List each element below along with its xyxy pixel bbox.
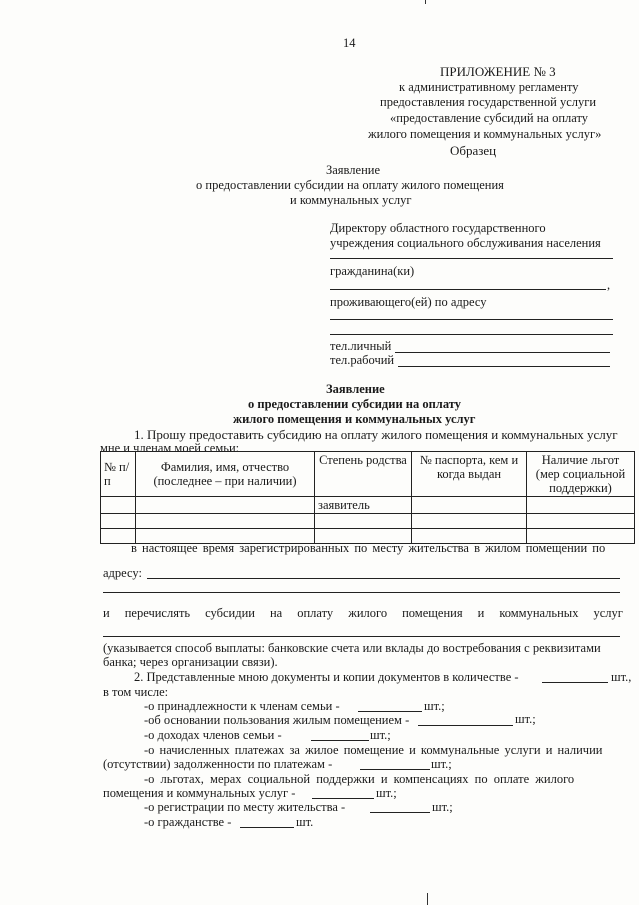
applicant-cell: заявитель <box>315 497 412 514</box>
doc-citizenship-item: -о гражданстве - <box>144 815 232 829</box>
transfer-word: коммунальных <box>499 606 579 620</box>
request-line-2: мне и членам моей семьи: <box>100 441 240 455</box>
header-passport: № паспорта, кем и когда выдан <box>412 452 527 497</box>
doc-payments-line-1: -о начисленных платежах за жилое помещение и коммунальные услуги и наличии <box>144 743 603 757</box>
appendix-line-1: к административному регламенту <box>399 80 579 94</box>
heading2-line-3: жилого помещения и коммунальных услуг <box>233 412 476 426</box>
heading1-line-3: и коммунальных услуг <box>290 193 412 207</box>
appendix-title: ПРИЛОЖЕНИЕ № 3 <box>440 64 556 79</box>
doc-housing-count-line <box>418 725 513 726</box>
doc-registration-item: -о регистрации по месту жительства - <box>144 800 346 814</box>
registered-address-line-1 <box>147 578 620 579</box>
transfer-line <box>103 606 623 621</box>
phone-personal-label: тел.личный <box>330 339 392 353</box>
residing-label: проживающего(ей) по адресу <box>330 295 487 309</box>
doc-income-unit: шт.; <box>370 728 391 742</box>
doc-registration-count-line <box>370 812 430 813</box>
documents-line-1: 2. Представленные мною документы и копии документов в количестве - <box>134 670 519 684</box>
table-header-row <box>101 452 635 497</box>
doc-family-count-line <box>358 711 422 712</box>
doc-citizenship-count-line <box>240 827 294 828</box>
transfer-word: и <box>103 606 110 620</box>
heading1-line-2: о предоставлении субсидии на оплату жилого помещения <box>196 178 504 192</box>
transfer-word: на <box>269 606 283 620</box>
address-line-1 <box>330 319 613 320</box>
doc-housing-item: -об основании пользования жилым помещением - <box>144 713 410 727</box>
doc-benefits-count-line <box>312 798 374 799</box>
addressee-line-1: Директору областного государственного <box>330 221 546 235</box>
scan-mark-top <box>425 0 426 4</box>
registered-line-1: в настоящее время зарегистрированных по месту жительства в жилом помещении по <box>131 541 606 555</box>
table-row <box>101 497 635 514</box>
doc-payments-count-line <box>360 769 430 770</box>
doc-income-count-line <box>311 740 369 741</box>
transfer-note-2: банка; через организации связи). <box>103 655 278 669</box>
doc-benefits-line-1: -о льготах, мерах социальной поддержки и компенсациях по оплате жилого <box>144 772 575 786</box>
header-number: № п/п <box>101 452 136 497</box>
addressee-line-2: учреждения социального обслуживания населения <box>330 236 601 250</box>
doc-citizenship-unit: шт. <box>296 815 314 829</box>
heading1-line-1: Заявление <box>326 163 381 177</box>
header-relation: Степень родства <box>315 452 412 497</box>
doc-housing-unit: шт.; <box>515 712 536 726</box>
documents-count-line <box>542 682 608 683</box>
citizen-comma: , <box>607 278 611 292</box>
transfer-word: жилого <box>348 606 388 620</box>
citizen-name-line <box>330 289 606 290</box>
address-label: адресу: <box>103 566 142 580</box>
appendix-line-4: жилого помещения и коммунальных услуг» <box>368 127 602 141</box>
request-line-1: 1. Прошу предоставить субсидию на оплату жилого помещения и коммунальных услуг <box>134 427 618 442</box>
transfer-note-1: (указывается способ выплаты: банковские счета или вклады до востребования с реквизитами <box>103 641 601 655</box>
transfer-word: субсидии <box>205 606 255 620</box>
phone-work-line <box>398 366 610 367</box>
transfer-word: услуг <box>593 606 623 620</box>
appendix-line-3: «предоставление субсидий на оплату <box>390 111 589 125</box>
address-line-2 <box>330 334 613 335</box>
doc-registration-unit: шт.; <box>432 800 453 814</box>
including-label: в том числе: <box>103 685 169 699</box>
doc-family-unit: шт.; <box>424 699 445 713</box>
doc-family-item: -о принадлежности к членам семьи - <box>144 699 340 713</box>
transfer-word: оплату <box>297 606 334 620</box>
addressee-blank-line <box>330 258 613 259</box>
family-table <box>100 451 635 544</box>
transfer-blank-line <box>103 636 620 637</box>
appendix-line-2: предоставления государственной услуги <box>380 95 597 109</box>
documents-unit: шт., <box>611 670 632 684</box>
page-number: 14 <box>343 36 356 50</box>
heading2-line-2: о предоставлении субсидии на оплату <box>248 397 461 411</box>
header-full-name: Фамилия, имя, отчество (последнее – при наличии) <box>136 452 315 497</box>
doc-benefits-unit: шт.; <box>376 786 397 800</box>
doc-payments-line-2: (отсутствии) задолженности по платежам - <box>103 757 333 771</box>
citizen-label: гражданина(ки) <box>330 264 415 278</box>
header-benefits: Наличие льгот (мер социальной поддержки) <box>527 452 635 497</box>
transfer-word: перечислять <box>124 606 191 620</box>
heading2-line-1: Заявление <box>326 382 385 396</box>
registered-address-line-2 <box>103 592 620 593</box>
doc-income-item: -о доходах членов семьи - <box>144 728 282 742</box>
scan-mark-bottom <box>427 893 428 905</box>
transfer-word: и <box>477 606 485 620</box>
table-row <box>101 514 635 529</box>
phone-work-label: тел.рабочий <box>330 353 395 367</box>
doc-payments-unit: шт.; <box>431 757 452 771</box>
sample-label: Образец <box>450 143 497 158</box>
doc-benefits-line-2: помещения и коммунальных услуг - <box>103 786 296 800</box>
transfer-word: помещения <box>402 606 463 620</box>
phone-personal-line <box>395 352 610 353</box>
